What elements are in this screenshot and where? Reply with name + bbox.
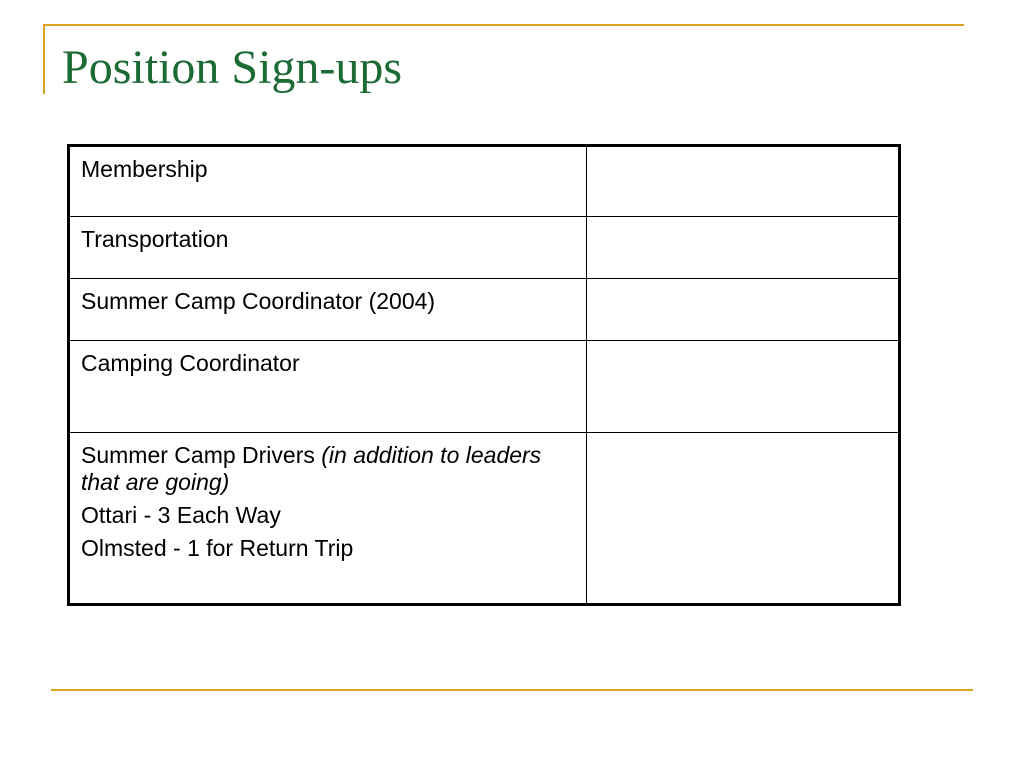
position-cell: Summer Camp Coordinator (2004) [69,279,587,341]
position-label: Summer Camp Drivers [81,442,315,468]
position-note: (in addition to leaders that are going) [81,442,542,496]
top-accent-line [43,24,964,26]
page-title: Position Sign-ups [62,41,403,94]
signup-cell[interactable] [587,146,900,217]
driver-detail-ottari: Ottari - 3 Each Way [81,502,281,529]
position-cell [69,433,587,605]
table-row [69,433,900,605]
table-row [69,279,900,341]
signup-cell[interactable] [587,433,900,605]
position-cell: Membership [69,146,587,217]
driver-detail-olmsted: Olmsted - 1 for Return Trip [81,535,354,562]
position-signup-table [67,144,901,606]
position-cell: Camping Coordinator [69,341,587,433]
bottom-accent-line [51,689,973,691]
table-row [69,341,900,433]
table-row [69,146,900,217]
position-cell: Transportation [69,217,587,279]
signup-cell[interactable] [587,279,900,341]
left-accent-line [43,24,45,94]
signup-cell[interactable] [587,217,900,279]
signup-cell[interactable] [587,341,900,433]
table-row [69,217,900,279]
